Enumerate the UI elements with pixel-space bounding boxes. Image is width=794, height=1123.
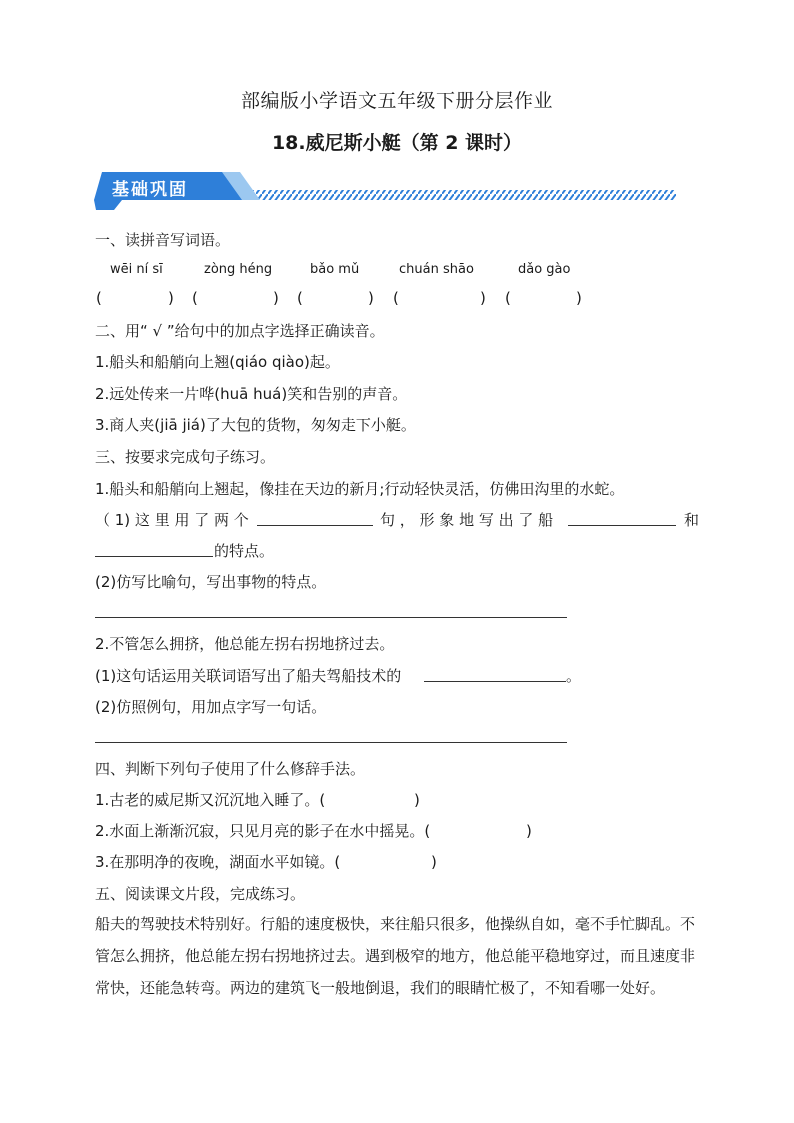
answer-blank[interactable] <box>424 681 566 682</box>
answer-paren-close-2: ) <box>273 289 279 307</box>
section4-item-1-close: ) <box>414 791 420 809</box>
section4-item-2: 2.水面上渐渐沉寂，只见月亮的影子在水中摇晃。( <box>95 822 431 840</box>
pinyin-5: dǎo gào <box>518 262 571 277</box>
pinyin-2: zòng héng <box>204 262 273 277</box>
section3-q2-b: (2)仿照例句，用加点字写一句话。 <box>95 698 327 716</box>
section2-item-2: 2.远处传来一片哗(huā huá)笑和告别的声音。 <box>95 385 408 403</box>
answer-paren-close-1: ) <box>168 289 174 307</box>
section4-item-1: 1.古老的威尼斯又沉沉地入睡了。( <box>95 791 326 809</box>
section3-q1-b: (2)仿写比喻句，写出事物的特点。 <box>95 573 327 591</box>
answer-line[interactable] <box>95 742 567 743</box>
pinyin-3: bǎo mǔ <box>310 262 360 277</box>
answer-paren-close-5: ) <box>576 289 582 307</box>
pinyin-4: chuán shāo <box>399 262 474 277</box>
section1-heading: 一、读拼音写词语。 <box>95 231 231 249</box>
section2-item-3: 3.商人夹(jiā jiá)了大包的货物，匆匆走下小艇。 <box>95 416 416 434</box>
section3-q2: 2.不管怎么拥挤，他总能左拐右拐地挤过去。 <box>95 635 395 653</box>
section3-q1-a-and: 和 <box>684 511 700 529</box>
section4-item-3-close: ) <box>431 853 437 871</box>
section3-q1-a-end: 的特点。 <box>214 542 275 560</box>
section3-q1-a-mid: 句 ， 形 象 地 写 出 了 船 <box>380 511 554 529</box>
answer-paren-open-4: ( <box>393 289 399 307</box>
section4-item-2-close: ) <box>526 822 532 840</box>
page-subtitle: 18.威尼斯小艇（第 2 课时） <box>271 132 523 154</box>
answer-paren-close-3: ) <box>368 289 374 307</box>
page-title: 部编版小学语文五年级下册分层作业 <box>240 90 553 112</box>
section2-heading: 二、用“ √ ”给句中的加点字选择正确读音。 <box>95 322 385 340</box>
pinyin-1: wēi ní sī <box>110 262 163 277</box>
answer-paren-open-5: ( <box>505 289 511 307</box>
section4-item-3: 3.在那明净的夜晚，湖面水平如镜。( <box>95 853 341 871</box>
answer-paren-open-2: ( <box>192 289 198 307</box>
section-banner <box>94 170 684 212</box>
section5-heading: 五、阅读课文片段，完成练习。 <box>95 885 306 903</box>
answer-line[interactable] <box>95 617 567 618</box>
section3-q2-a-end: 。 <box>566 667 582 685</box>
section4-heading: 四、判断下列句子使用了什么修辞手法。 <box>95 760 366 778</box>
section3-q1-a-prefix: （ 1) 这 里 用 了 两 个 <box>95 511 249 529</box>
section3-q1: 1.船头和船艄向上翘起，像挂在天边的新月;行动轻快灵活，仿佛田沟里的水蛇。 <box>95 480 625 498</box>
reading-passage: 船夫的驾驶技术特别好。行船的速度极快，来往船只很多，他操纵自如，毫不手忙脚乱。不管怎么拥挤，他总能左拐右拐地挤过去。遇到极窄的地方，他总能平稳地穿过，而且速度非常快，还能急转弯。两边的建筑飞一般地倒退，我们的眼睛忙极了，不知看哪一处好。 <box>95 915 696 997</box>
answer-paren-close-4: ) <box>480 289 486 307</box>
section2-item-1: 1.船头和船艄向上翘(qiáo qiào)起。 <box>95 353 340 371</box>
answer-paren-open-1: ( <box>96 289 102 307</box>
section3-q2-a: (1)这句话运用关联词语写出了船夫驾船技术的 <box>95 667 402 685</box>
section3-heading: 三、按要求完成句子练习。 <box>95 448 276 466</box>
answer-blank[interactable] <box>257 525 373 526</box>
banner-label: 基础巩固 <box>112 180 188 200</box>
answer-blank[interactable] <box>568 525 676 526</box>
answer-blank[interactable] <box>95 556 213 557</box>
answer-paren-open-3: ( <box>297 289 303 307</box>
